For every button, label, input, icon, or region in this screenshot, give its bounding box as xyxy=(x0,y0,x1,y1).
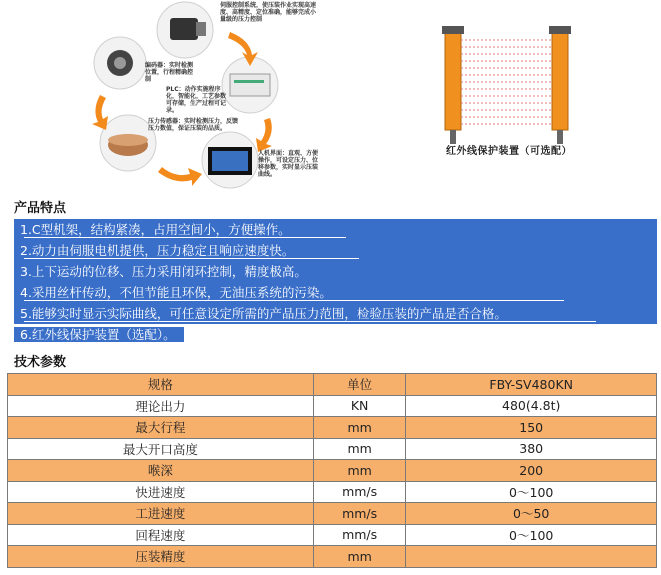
feature-item: 3.上下运动的位移、压力采用闭环控制，精度极高。 xyxy=(14,261,657,282)
feature-item: 5.能够实时显示实际曲线，可任意设定所需的产品压力范围，检验压装的产品是否合格。 xyxy=(14,303,657,324)
motor-note: 编码器：实时检测位置，行程精确控制 xyxy=(145,62,194,83)
table-header-row xyxy=(8,374,657,396)
spec-title: 技术参数 xyxy=(14,355,67,370)
table-row: 压装精度 mm xyxy=(8,546,657,568)
table-row: 快进速度 mm/s 0～100 xyxy=(8,481,657,503)
table-row: 最大行程 mm 150 xyxy=(8,417,657,439)
table-row: 回程速度 mm/s 0～100 xyxy=(8,524,657,546)
touch-screen-image xyxy=(202,132,258,188)
table-row: 工进速度 mm/s 0～50 xyxy=(8,503,657,525)
features-list xyxy=(14,219,657,345)
feature-item: 2.动力由伺服电机提供，压力稳定且响应速度快。 xyxy=(14,240,657,261)
light-curtain-image xyxy=(430,20,595,160)
arrow-icon xyxy=(256,118,272,152)
spec-table xyxy=(7,373,657,568)
plc-note: PLC：动作实施程序化，智能化，工艺参数可存储，生产过程可记录。 xyxy=(166,86,227,114)
table-row: 最大开口高度 mm 380 xyxy=(8,438,657,460)
header-cell: 规格 xyxy=(8,374,314,396)
encoder-image xyxy=(94,37,146,89)
features-title: 产品特点 xyxy=(14,201,67,216)
table-row: 理论出力 KN 480(4.8t) xyxy=(8,395,657,417)
screen-note: 人机界面：直观、方便操作，可设定压力、位移参数，实时显示压装曲线。 xyxy=(258,150,319,178)
feature-item: 6.红外线保护装置（选配）。 xyxy=(14,324,657,345)
table-row: 喉深 mm 200 xyxy=(8,460,657,482)
servo-motor-image xyxy=(157,2,213,58)
arrow-icon xyxy=(92,95,108,130)
header-cell: 单位 xyxy=(313,374,406,396)
top-note: 伺服控制系统，使压装作业实现高速度、高精度、定位准确，能够完成小量级的压力控制 xyxy=(220,2,317,23)
sensor-note: 压力传感器：实时检测压力，反馈压力数值，保证压装的品质。 xyxy=(148,118,239,132)
product-illustration-area xyxy=(0,0,661,195)
feature-item: 4.采用丝杆传动，不但节能且环保，无油压系统的污染。 xyxy=(14,282,657,303)
light-curtain-caption: 红外线保护装置（可选配） xyxy=(446,146,572,157)
feature-item: 1.C型机架，结构紧凑，占用空间小，方便操作。 xyxy=(14,219,657,240)
arrow-icon xyxy=(158,167,202,186)
header-cell: FBY-SV480KN xyxy=(406,374,657,396)
